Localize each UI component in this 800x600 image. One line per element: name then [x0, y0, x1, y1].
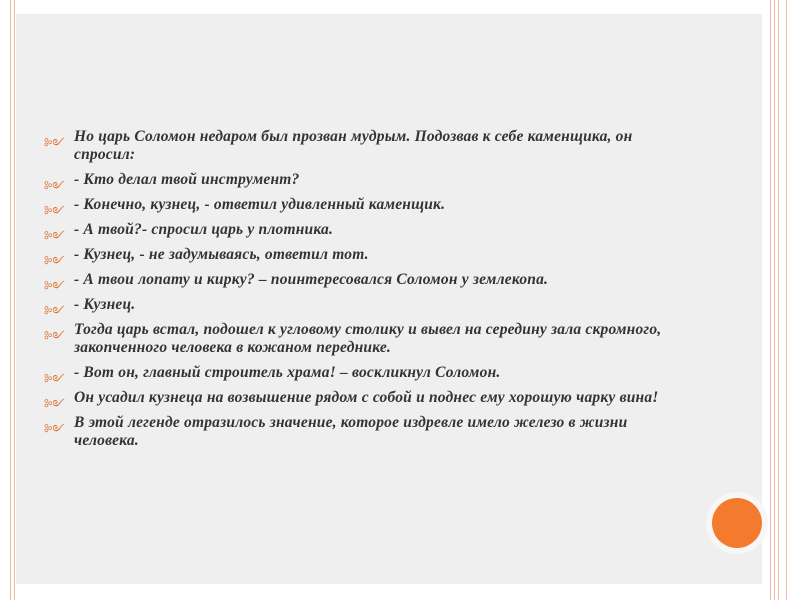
paragraph-text: В этой легенде отразилось значение, которое издревле имело железо в жизни человека.: [74, 414, 628, 449]
bullet-icon: ༻: [44, 423, 65, 438]
paragraph: [42, 271, 682, 295]
paragraph-text: Тогда царь встал, подошел к угловому столику и вывел на середину зала скромного, закопченного человека в кожаном переднике.: [74, 321, 662, 356]
paragraph-text: - А твой?- спросил царь у плотника.: [74, 221, 334, 238]
orange-circle-decoration: [712, 498, 762, 548]
paragraph: [42, 414, 682, 450]
bullet-icon: ༻: [44, 398, 65, 413]
bullet-icon: ༻: [44, 180, 65, 195]
paragraph: [42, 196, 682, 220]
frame-line-right-4: [786, 0, 787, 600]
bullet-icon: ༻: [44, 255, 65, 270]
paragraph-text: - Кузнец, - не задумываясь, ответил тот.: [74, 246, 369, 263]
paragraph-text: - Конечно, кузнец, - ответил удивленный каменщик.: [74, 196, 446, 213]
frame-line-right-1: [770, 0, 771, 600]
frame-line-left-1: [10, 0, 11, 600]
frame-line-left-2: [14, 0, 15, 600]
paragraph: [42, 128, 682, 164]
paragraph-text: - Кто делал твой инструмент?: [74, 171, 300, 188]
paragraph: [42, 246, 682, 270]
paragraph-text: Он усадил кузнеца на возвышение рядом с собой и поднес ему хорошую чарку вина!: [74, 389, 659, 406]
bullet-icon: ༻: [44, 137, 65, 152]
bullet-icon: ༻: [44, 330, 65, 345]
paragraph: [42, 364, 682, 388]
bullet-icon: ༻: [44, 230, 65, 245]
text-body: [42, 128, 682, 457]
paragraph: [42, 171, 682, 195]
bullet-icon: ༻: [44, 205, 65, 220]
frame-line-right-2: [774, 0, 775, 600]
bullet-icon: ༻: [44, 373, 65, 388]
paragraph-text: - Вот он, главный строитель храма! – воскликнул Соломон.: [74, 364, 501, 381]
paragraph-text: Но царь Соломон недаром был прозван мудрым. Подозвав к себе каменщика, он спросил:: [74, 128, 633, 163]
bullet-icon: ༻: [44, 305, 65, 320]
paragraph: [42, 296, 682, 320]
paragraph-text: - А твои лопату и кирку? – поинтересовался Соломон у землекопа.: [74, 271, 549, 288]
frame-line-right-3: [778, 0, 779, 600]
paragraph: [42, 321, 682, 357]
paragraph-text: - Кузнец.: [74, 296, 136, 313]
paragraph: [42, 221, 682, 245]
paragraph: [42, 389, 682, 413]
bullet-icon: ༻: [44, 280, 65, 295]
